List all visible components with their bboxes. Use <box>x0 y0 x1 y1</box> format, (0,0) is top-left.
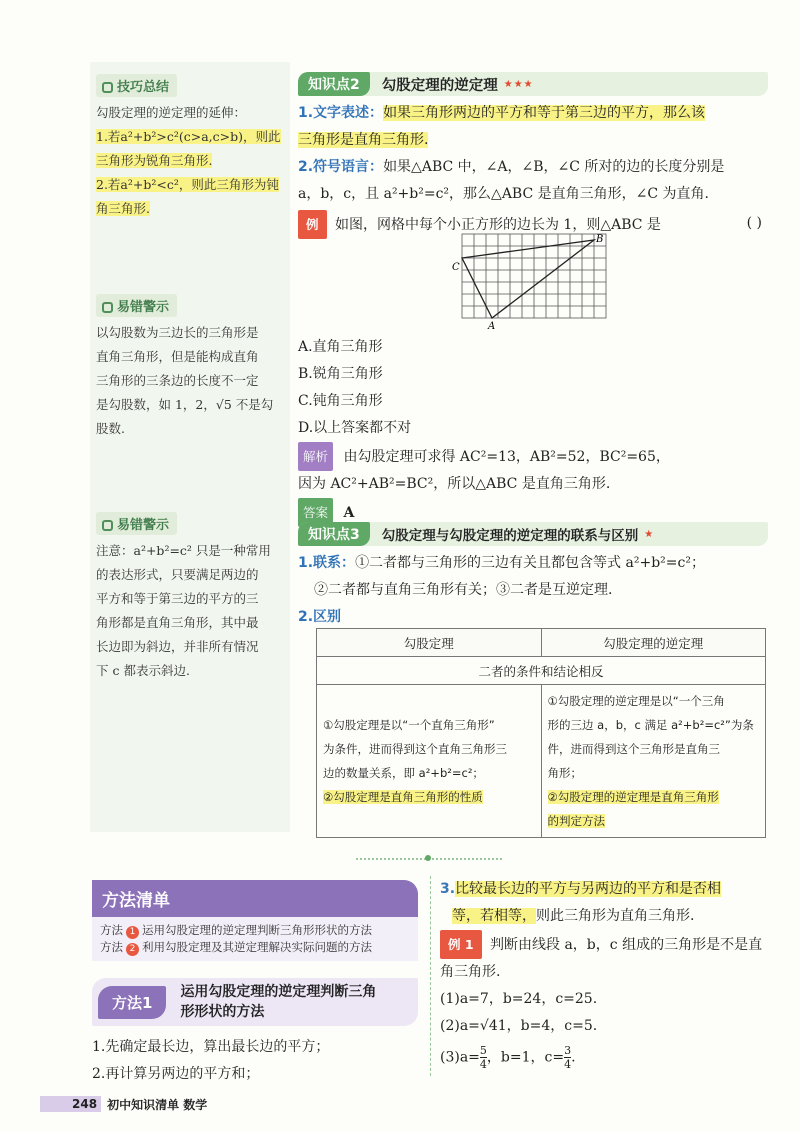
method-item: 方法 1 运用勾股定理的逆定理判断三角形形状的方法 <box>100 923 372 937</box>
option: B.锐角三角形 <box>298 366 383 382</box>
tip-intro: 勾股定理的逆定理的延伸： <box>96 105 247 120</box>
warning-tag: 易错警示 <box>96 294 177 317</box>
table-header: 勾股定理 <box>317 629 542 657</box>
answer-badge: 答案 <box>298 498 333 527</box>
example-item: (2)a=√41，b=4，c=5. <box>440 1018 598 1034</box>
method-steps <box>92 1034 418 1088</box>
table-header: 勾股定理的逆定理 <box>541 629 766 657</box>
analysis-text: 由勾股定理可求得 AC²=13，AB²=52，BC²=65， <box>343 449 670 465</box>
warning-line: 下 c 都表示斜边. <box>96 663 190 678</box>
warning-line: 是勾股数，如 1，2，√5 不是勾 <box>96 397 274 412</box>
warning-icon <box>102 520 113 531</box>
warning-tag: 易错警示 <box>96 512 177 535</box>
example-text: 如图，网格中每个小正方形的边长为 1，则△ABC 是 <box>334 217 661 233</box>
method-1-header <box>92 978 418 1026</box>
tip-item: 1.若a²+b²>c²(c>a,c>b)，则此 <box>96 129 281 144</box>
tip-item: 角三角形. <box>96 201 150 216</box>
example-badge: 例 1 <box>440 930 482 959</box>
method-step: 比较最长边的平方与另两边的平方和是否相 <box>455 881 722 897</box>
tip-tag: 技巧总结 <box>96 74 177 97</box>
method-step: 等，若相等， <box>452 908 536 924</box>
kp-badge: 知识点2 <box>298 72 370 96</box>
page-footer <box>40 1094 207 1114</box>
example-text: 判断由线段 a，b，c 组成的三角形是不是直 <box>490 937 763 953</box>
comparison-table <box>316 628 766 838</box>
number-icon: 1 <box>126 926 139 939</box>
method-title: 形形状的方法 <box>180 1004 265 1020</box>
tip-item: 三角形为锐角三角形. <box>96 153 213 168</box>
knowledge-point-2 <box>298 72 768 239</box>
relation-text: ①二者都与三角形的三边有关且都包含等式 a²+b²=c²； <box>355 555 705 571</box>
symbol-text: a，b，c，且 a²+b²=c²，那么△ABC 是直角三角形，∠C 为直角. <box>298 186 709 202</box>
analysis-text: 因为 AC²+AB²=BC²，所以△ABC 是直角三角形. <box>298 476 611 492</box>
warning-line: 角形都是直角三角形，其中最 <box>96 615 259 630</box>
relation-text: ②二者都与直角三角形有关；③二者是互逆定理. <box>314 582 613 598</box>
star-icon: ★ <box>644 528 655 540</box>
answer-paren: ( ) <box>746 215 762 231</box>
tip-box <box>96 74 286 221</box>
warning-line: 直角三角形，但是能构成直角 <box>96 349 259 364</box>
fraction: $\frac{3}{4}$ <box>564 1044 572 1071</box>
warning-line: 长边即为斜边，并非所有情况 <box>96 639 259 654</box>
method-item: 方法 2 利用勾股定理及其逆定理解决实际问题的方法 <box>100 940 372 954</box>
warning-line: 平方和等于第三边的平方的三 <box>96 591 259 606</box>
example-text: 角三角形. <box>440 964 501 980</box>
text-label: 1.文字表述： <box>298 105 384 121</box>
table-cell: ①勾股定理的逆定理是以“一个三角 形的三边 a，b，c 满足 a²+b²=c²”为条 件，进而得到这个三角形是直角三 角形； ②勾股定理的逆定理是直角三角形 的判定方法 <box>541 685 766 838</box>
warning-line: 以勾股数为三边长的三角形是 <box>96 325 259 340</box>
option: A.直角三角形 <box>298 339 383 355</box>
method-list <box>92 880 418 961</box>
symbol-text: 如果△ABC 中，∠A，∠B，∠C 所对的边的长度分别是 <box>383 159 725 175</box>
text-label: 1.联系： <box>298 555 356 571</box>
warning-line: 注意：a²+b²=c² 只是一种常用 <box>96 543 271 558</box>
answer-text: A <box>343 505 355 521</box>
warning-box <box>96 294 286 441</box>
kp-title: 勾股定理的逆定理 <box>381 77 498 94</box>
warning-line: 三角形的三条边的长度不一定 <box>96 373 259 388</box>
page-number: 248 <box>40 1096 101 1112</box>
warning-box <box>96 512 286 683</box>
example-item: (1)a=7，b=24，c=25. <box>440 991 598 1007</box>
method-title: 运用勾股定理的逆定理判断三角 <box>180 984 377 1000</box>
book-title: 初中知识清单 数学 <box>107 1097 208 1112</box>
kp-badge: 知识点3 <box>298 522 370 546</box>
vertex-label: B <box>596 234 604 245</box>
analysis-badge: 解析 <box>298 442 333 471</box>
divider-dot <box>425 855 431 861</box>
column-divider <box>430 876 432 1076</box>
kp-title: 勾股定理与勾股定理的逆定理的联系与区别 <box>381 528 639 544</box>
method-content: 3.比较最长边的平方与另两边的平方和是否相 等，若相等，则此三角形为直角三角形. 例 1 判断由线段 a，b，c 组成的三角形是不是直 角三角形. (1)a=7，b=24，c=25. (2)a=√41，b=4，c=5. (3)a= $\frac{5}{4}$ ，b=1，c= $\frac{3}{4}$ . <box>440 876 770 1072</box>
fraction: $\frac{5}{4}$ <box>479 1044 487 1071</box>
vertex-label: A <box>488 321 496 332</box>
example-item: (3)a= $\frac{5}{4}$ ，b=1，c= $\frac{3}{4}$ . <box>440 1044 576 1071</box>
method-step: 1.先确定最长边，算出最长边的平方； <box>92 1039 330 1055</box>
method-step: 2.再计算另两边的平方和； <box>92 1066 260 1082</box>
example-options <box>298 334 768 527</box>
option: D.以上答案都不对 <box>298 420 412 436</box>
number-icon: 2 <box>126 943 139 956</box>
text-label: 2.符号语言： <box>298 159 384 175</box>
grid-figure <box>450 228 610 332</box>
warning-line: 股数. <box>96 421 125 436</box>
warning-icon <box>102 302 113 313</box>
knowledge-point-3 <box>298 522 768 631</box>
tip-icon <box>102 82 113 93</box>
tip-item: 2.若a²+b²<c²，则此三角形为钝 <box>96 177 279 192</box>
star-icon: ★★★ <box>503 78 534 90</box>
method-badge: 方法1 <box>98 986 166 1019</box>
method-list-title: 方法清单 <box>92 880 418 917</box>
vertex-label: C <box>452 262 460 273</box>
definition-text: 三角形是直角三角形. <box>298 132 429 148</box>
table-cell: ①勾股定理是以“一个直角三角形” 为条件，进而得到这个直角三角形三 边的数量关系，即 a²+b²=c²； ②勾股定理是直角三角形的性质 <box>317 685 542 838</box>
definition-text: 如果三角形两边的平方和等于第三边的平方，那么该 <box>383 105 706 121</box>
example-badge: 例 <box>298 210 327 239</box>
option: C.钝角三角形 <box>298 393 383 409</box>
warning-line: 的表达形式，只要满足两边的 <box>96 567 259 582</box>
text-label: 2.区别 <box>298 609 342 625</box>
table-merged-cell: 二者的条件和结论相反 <box>317 657 766 685</box>
